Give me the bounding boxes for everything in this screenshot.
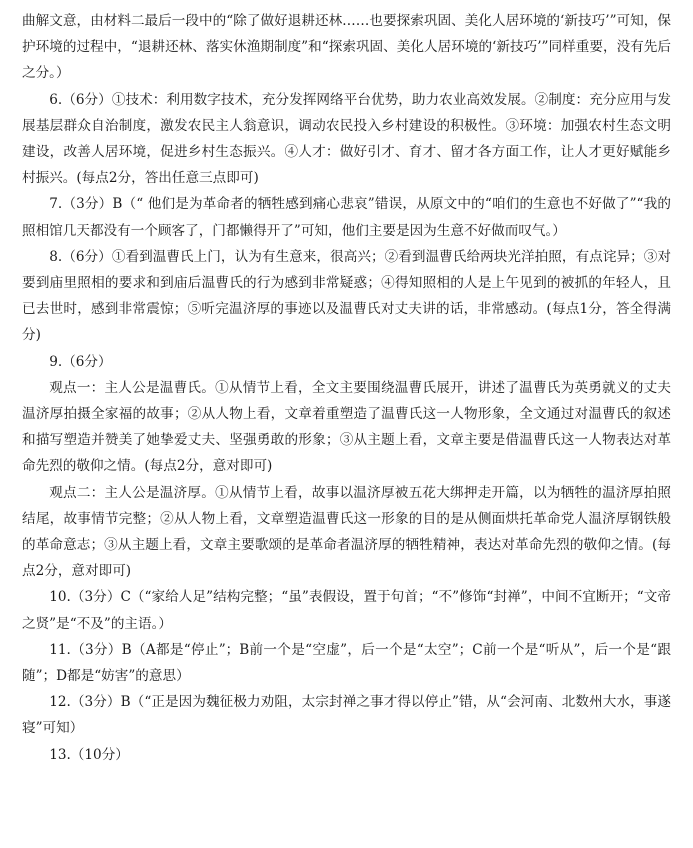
answer-6: 6.（6分）①技术：利用数字技术，充分发挥网络平台优势，助力农业高效发展。②制度：充分应用与发展基层群众自治制度，激发农民主人翁意识，调动农民投入乡村建设的积极性。③环境：加强农村生态文明建设，改善人居环境，促进乡村生态振兴。④人才：做好引才、育才、留才各方面工作，让人才更好赋能乡村振兴。(每点2分，答出任意三点即可) bbox=[22, 91, 671, 187]
answer-8: 8.（6分）①看到温曹氏上门，认为有生意来，很高兴；②看到温曹氏给两块光洋拍照，有点诧异；③对要到庙里照相的要求和到庙后温曹氏的行为感到非常疑惑；④得知照相的人是上午见到的被抓的年轻人，且已去世时，感到非常震惊；⑤听完温济厚的事迹以及温曹氏对丈夫讲的话，非常感动。(每点1分，答全得满分) bbox=[22, 248, 671, 344]
answer-fragment-5-conclusion: 曲解文意，由材料二最后一段中的“除了做好退耕还林……也要探索巩固、美化人居环境的‘新技巧’”可知，保护环境的过程中，“退耕还林、落实休渔期制度”和“探索巩固、美化人居环境的‘新技巧’”同样重要，没有先后之分。） bbox=[22, 13, 671, 82]
answer-10: 10.（3分）C（“家给人足”结构完整；“虽”表假设，置于句首；“不”修饰“封禅”，中间不宜断开；“文帝之贤”是“不及”的主语。） bbox=[22, 589, 671, 632]
answer-11: 11.（3分）B（A都是“停止”；B前一个是“空虚”，后一个是“太空”；C前一个是“听从”，后一个是“跟随”；D都是“妨害”的意思） bbox=[22, 641, 671, 685]
answer-9-viewpoint-1: 观点一：主人公是温曹氏。①从情节上看，全文主要围绕温曹氏展开，讲述了温曹氏为英勇就义的丈夫温济厚拍摄全家福的故事；②从人物上看，文章着重塑造了温曹氏这一人物形象，全文通过对温曹氏的叙述和描写塑造并赞美了她挚爱丈夫、坚强勇敢的形象；③从主题上看，文章主要是借温曹氏这一人物表达对革命先烈的敬仰之情。(每点2分，意对即可) bbox=[22, 379, 671, 475]
answer-9-heading: 9.（6分） bbox=[49, 353, 112, 370]
answer-9-viewpoint-2: 观点二：主人公是温济厚。①从情节上看，故事以温济厚被五花大绑押走开篇，以为牺牲的温济厚拍照结尾，故事情节完整；②从人物上看，文章塑造温曹氏这一形象的目的是从侧面烘托革命党人温济厚钢铁般的革命意志；③从主题上看，文章主要歌颂的是革命者温济厚的牺牲精神，表达对革命先烈的敬仰之情。(每点2分，意对即可) bbox=[22, 484, 671, 580]
answer-7: 7.（3分）B（“ 他们是为革命者的牺牲感到痛心悲哀”错误，从原文中的“咱们的生意也不好做了”“我的照相馆几天都没有一个顾客了，门都懒得开了”可知，他们主要是因为生意不好做而叹气。） bbox=[22, 196, 671, 239]
answer-13-heading: 13.（10分） bbox=[49, 746, 129, 763]
answer-12: 12.（3分）B（“正是因为魏征极力劝阻，太宗封禅之事才得以停止”错，从“会河南、北数州大水，事遂寝”可知） bbox=[22, 694, 671, 737]
